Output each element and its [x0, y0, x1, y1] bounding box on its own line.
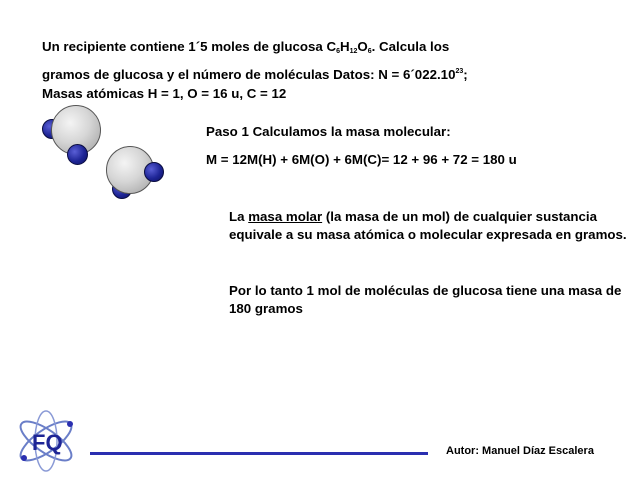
problem-statement — [42, 37, 622, 104]
footer-divider — [90, 452, 428, 455]
problem-line-2a: gramos de glucosa y el número de moléculas Datos: N = 6´022.10 — [42, 66, 456, 82]
water-molecule-icon — [40, 102, 110, 174]
step1-title: Paso 1 Calculamos la masa molecular: — [206, 124, 451, 139]
problem-line-1b: . Calcula los — [371, 39, 450, 54]
fq-logo-graphic — [12, 410, 80, 472]
problem-line-1a: Un recipiente contiene 1´5 moles de glucosa C — [42, 39, 337, 54]
symbol-hydrogen: H — [340, 39, 350, 54]
note1-post: (la masa de un mol) de cualquier sustancia equivale a su masa atómica o molecular expresada en gramos. — [229, 209, 627, 242]
subscript-oxygen: 6 — [367, 48, 372, 55]
molecular-mass-formula: M = 12M(H) + 6M(O) + 6M(C)= 12 + 96 + 72 = 180 u — [206, 152, 517, 167]
avogadro-exponent: 23 — [455, 67, 464, 75]
problem-line-3: Masas atómicas H = 1, O = 16 u, C = 12 — [42, 86, 287, 101]
problem-line-2b: ; — [463, 66, 468, 82]
symbol-oxygen: O — [357, 39, 368, 54]
hydrogen-atom-icon — [67, 144, 88, 165]
hydrogen-atom-icon — [144, 162, 164, 182]
note1-pre: La — [229, 209, 249, 224]
fq-logo-icon — [12, 410, 80, 472]
molar-mass-term: masa molar — [248, 209, 323, 224]
subscript-carbon: 6 — [336, 48, 340, 55]
molar-mass-note — [229, 208, 629, 244]
conclusion-note: Por lo tanto 1 mol de moléculas de glucosa tiene una masa de 180 gramos — [229, 283, 622, 316]
subscript-hydrogen: 12 — [349, 48, 358, 55]
water-molecule-icon — [104, 144, 174, 202]
logo-text: FQ — [32, 430, 63, 455]
author-credit: Autor: Manuel Díaz Escalera — [446, 445, 594, 457]
